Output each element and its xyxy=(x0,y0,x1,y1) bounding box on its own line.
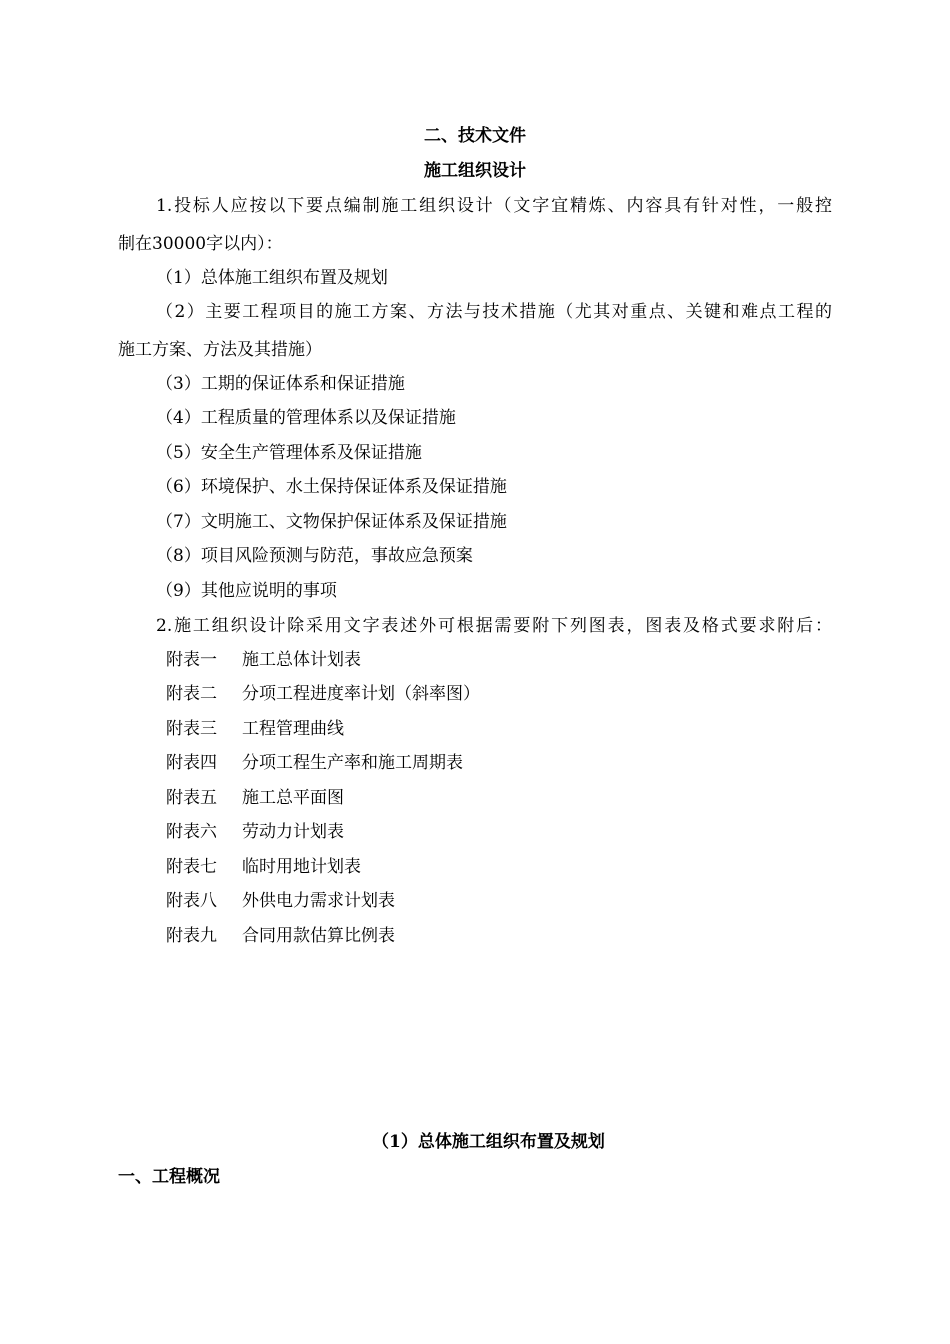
paragraph-2: 2.施工组织设计除采用文字表述外可根据需要附下列图表，图表及格式要求附后： xyxy=(156,616,832,636)
document-title: 施工组织设计 xyxy=(424,161,526,181)
item-5: （5）安全生产管理体系及保证措施 xyxy=(156,443,422,463)
appendix-label: 附表一 xyxy=(166,650,217,670)
item-6: （6）环境保护、水土保持保证体系及保证措施 xyxy=(156,477,507,497)
item-7: （7）文明施工、文物保护保证体系及保证措施 xyxy=(156,512,507,532)
appendix-label: 附表五 xyxy=(166,788,217,808)
appendix-title: 外供电力需求计划表 xyxy=(242,891,395,911)
appendix-title: 分项工程生产率和施工周期表 xyxy=(242,753,463,773)
appendix-item xyxy=(166,717,344,741)
item-2-line-1: （2）主要工程项目的施工方案、方法与技术措施（尤其对重点、关键和难点工程的 xyxy=(156,302,832,322)
appendix-label: 附表九 xyxy=(166,926,217,946)
appendix-item xyxy=(166,889,395,913)
appendix-label: 附表八 xyxy=(166,891,217,911)
appendix-title: 工程管理曲线 xyxy=(242,719,344,739)
paragraph-1-line-1: 1.投标人应按以下要点编制施工组织设计（文字宜精炼、内容具有针对性，一般控 xyxy=(156,196,832,216)
appendix-title: 施工总平面图 xyxy=(242,788,344,808)
appendix-item xyxy=(166,682,480,706)
appendix-label: 附表七 xyxy=(166,857,217,877)
appendix-item xyxy=(166,820,344,844)
item-2-line-2: 施工方案、方法及其措施） xyxy=(118,340,322,360)
appendix-title: 临时用地计划表 xyxy=(242,857,361,877)
appendix-label: 附表三 xyxy=(166,719,217,739)
paragraph-1-line-2: 制在30000字以内）： xyxy=(118,234,283,254)
appendix-title: 施工总体计划表 xyxy=(242,650,361,670)
appendix-item xyxy=(166,751,463,775)
section-heading: 二、技术文件 xyxy=(424,126,526,146)
appendix-label: 附表六 xyxy=(166,822,217,842)
appendix-item xyxy=(166,786,344,810)
appendix-title: 劳动力计划表 xyxy=(242,822,344,842)
appendix-label: 附表二 xyxy=(166,684,217,704)
appendix-label: 附表四 xyxy=(166,753,217,773)
item-4: （4）工程质量的管理体系以及保证措施 xyxy=(156,408,456,428)
item-1: （1）总体施工组织布置及规划 xyxy=(156,268,388,288)
item-9: （9）其他应说明的事项 xyxy=(156,581,337,601)
appendix-title: 合同用款估算比例表 xyxy=(242,926,395,946)
appendix-item xyxy=(166,855,361,879)
subsection-heading: 一、工程概况 xyxy=(118,1167,220,1187)
subsection-title: （1）总体施工组织布置及规划 xyxy=(372,1132,605,1152)
item-8: （8）项目风险预测与防范，事故应急预案 xyxy=(156,546,473,566)
appendix-title: 分项工程进度率计划（斜率图） xyxy=(242,684,480,704)
appendix-item xyxy=(166,924,395,948)
item-3: （3）工期的保证体系和保证措施 xyxy=(156,374,405,394)
appendix-item xyxy=(166,648,361,672)
